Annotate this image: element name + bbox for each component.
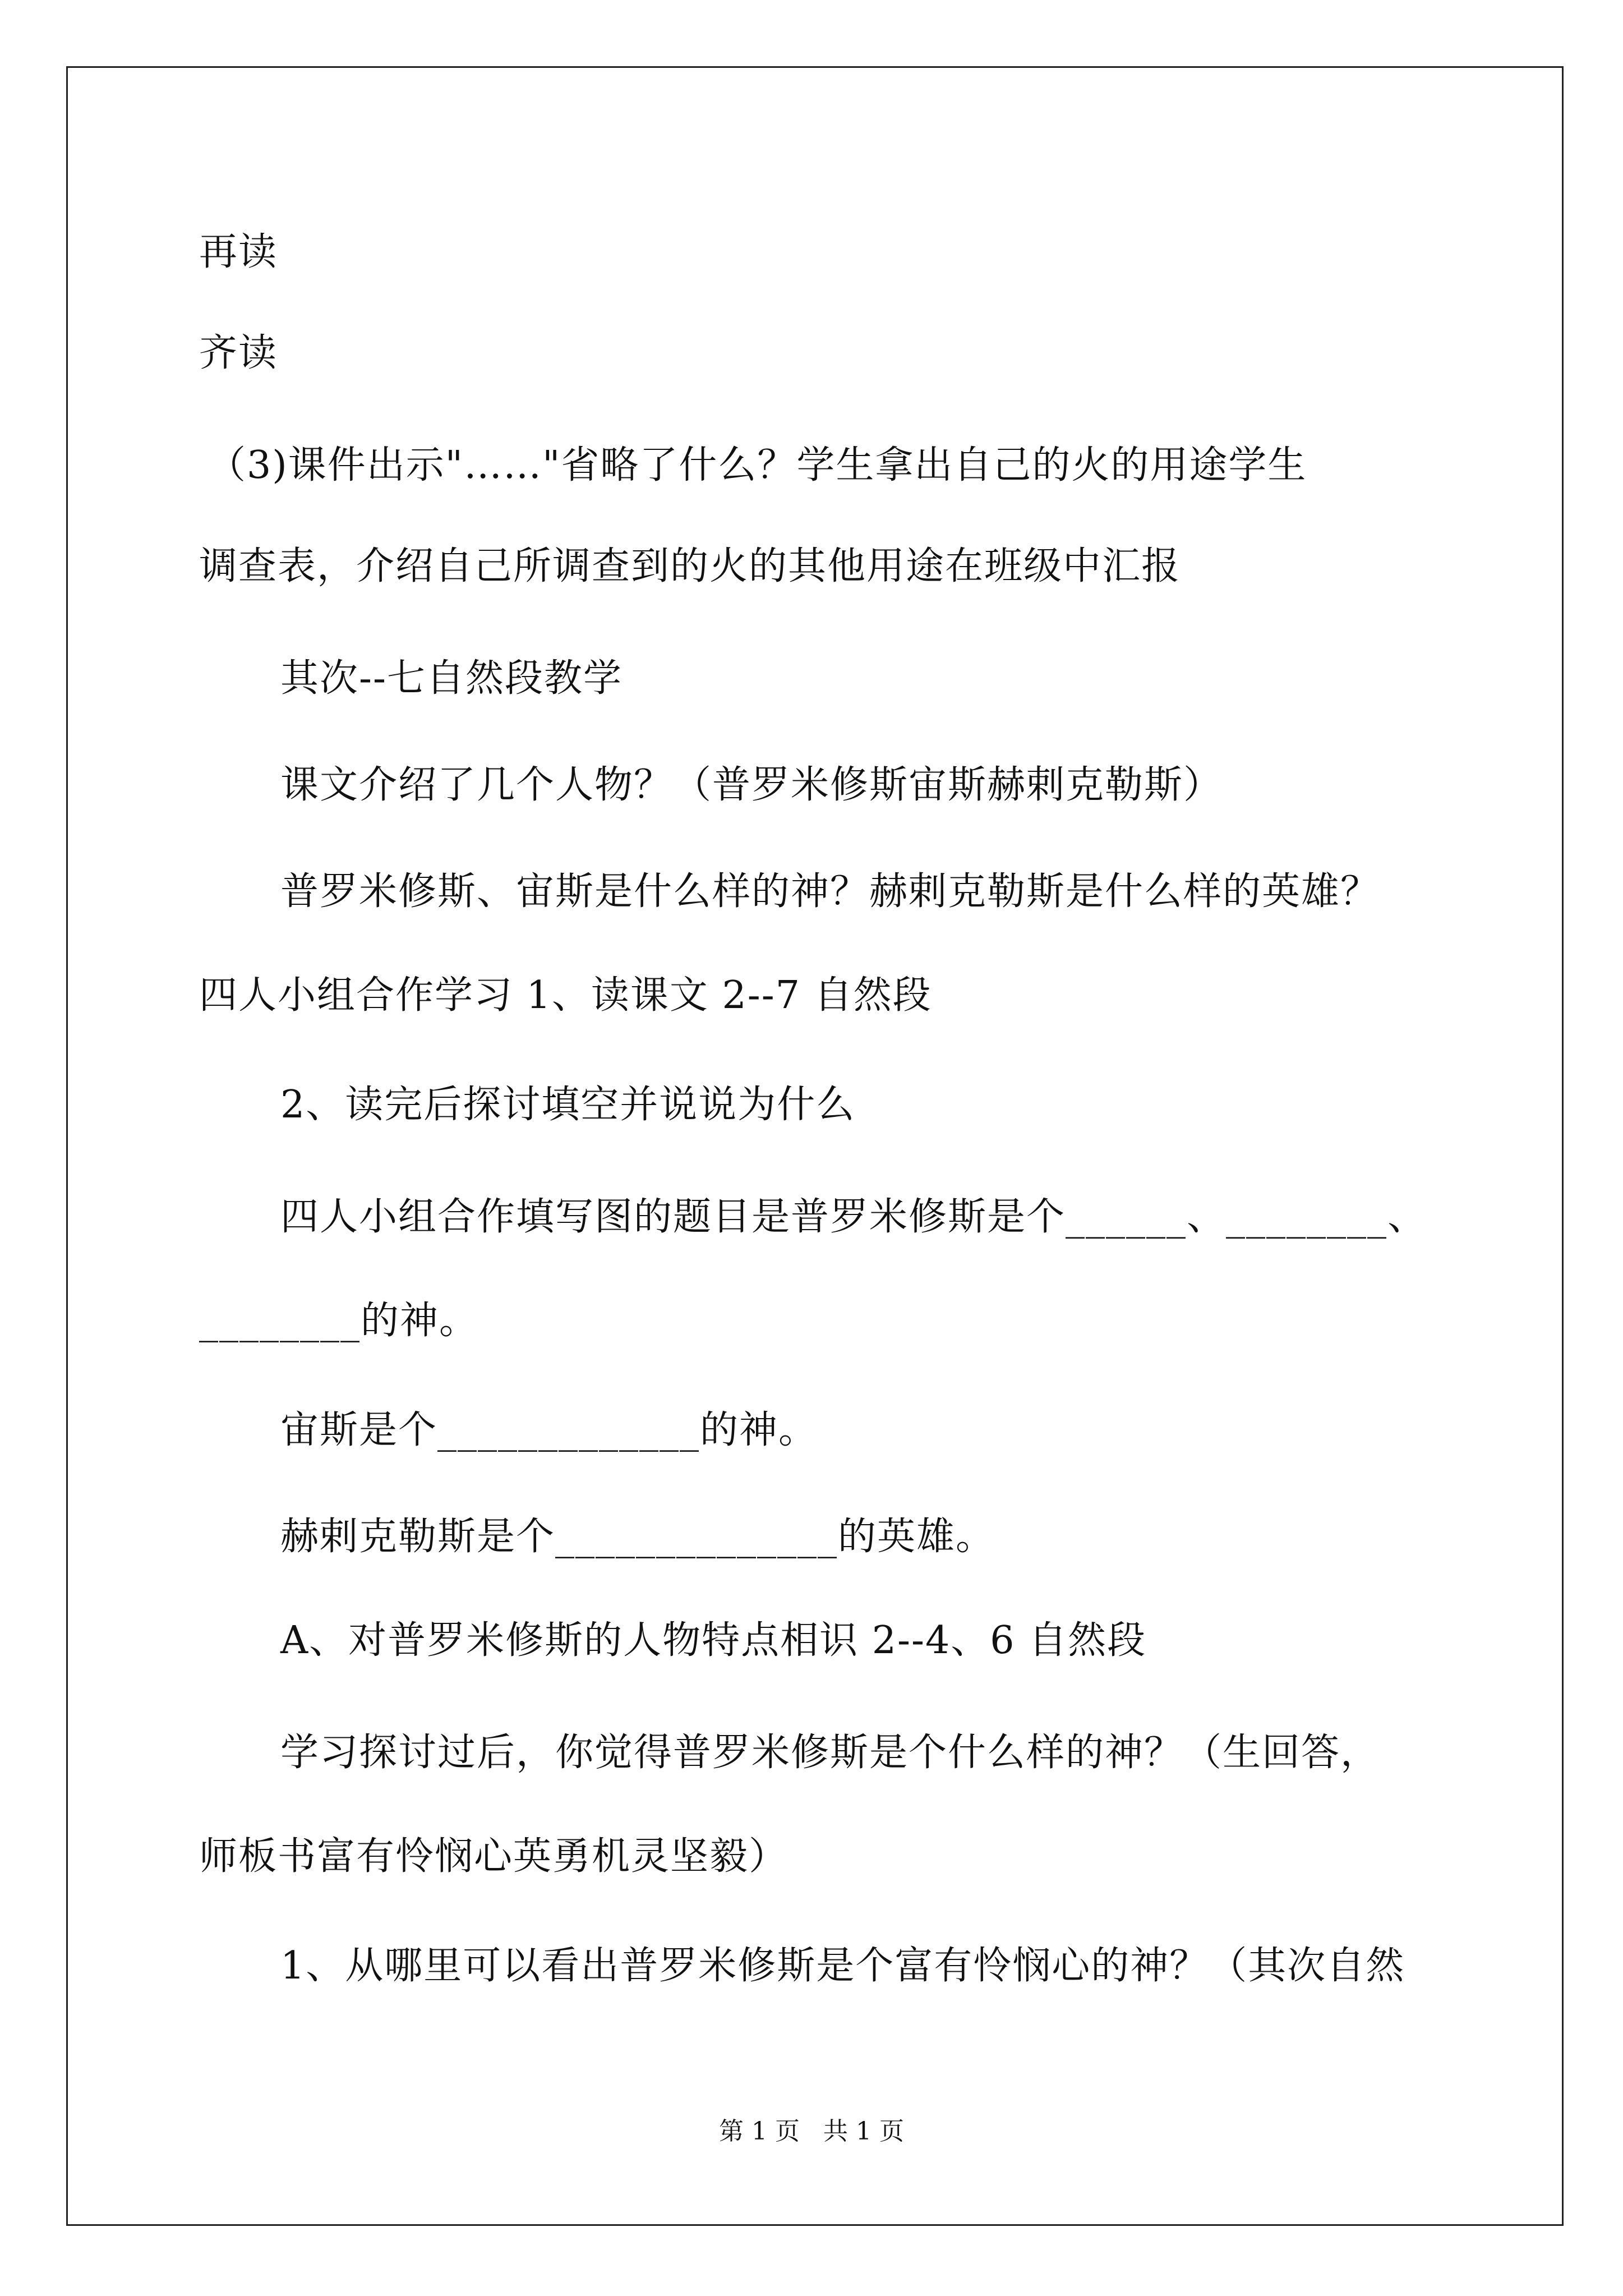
- text-line: 2、读完后探讨填空并说说为什么: [280, 1083, 856, 1127]
- text-line: 1、从哪里可以看出普罗米修斯是个富有怜悯心的神？（其次自然: [280, 1944, 1405, 1988]
- text-line: A、对普罗米修斯的人物特点相识 2--4、6 自然段: [280, 1618, 1147, 1663]
- page-frame: [66, 66, 1564, 2226]
- text-line: 再读: [199, 230, 278, 274]
- text-line: 学习探讨过后，你觉得普罗米修斯是个什么样的神？（生回答，: [280, 1731, 1380, 1775]
- page-number: 第 1 页: [719, 2117, 800, 2146]
- text-line: 四人小组合作学习 1、读课文 2--7 自然段: [199, 973, 932, 1018]
- text-line: 齐读: [199, 331, 278, 375]
- text-line: 赫剌克勒斯是个______________的英雄。: [280, 1515, 995, 1559]
- text-line: 课文介绍了几个人物？（普罗米修斯宙斯赫剌克勒斯）: [280, 763, 1223, 807]
- text-line: 宙斯是个_____________的神。: [280, 1408, 818, 1452]
- text-line: 四人小组合作填写图的题目是普罗米修斯是个______、________、: [280, 1195, 1427, 1239]
- text-line: （3)课件出示"……"省略了什么？学生拿出自己的火的用途学生: [208, 443, 1307, 487]
- page-total: 共 1 页: [823, 2117, 904, 2146]
- text-line: 调查表，介绍自己所调查到的火的其他用途在班级中汇报: [199, 544, 1181, 588]
- text-line: 其次--七自然段教学: [280, 656, 623, 701]
- text-line: 普罗米修斯、宙斯是什么样的神？赫剌克勒斯是什么样的英雄？: [280, 869, 1380, 914]
- text-line: ________的神。: [199, 1299, 479, 1343]
- text-line: 师板书富有怜悯心英勇机灵坚毅）: [199, 1834, 789, 1879]
- page-footer: [0, 2115, 1623, 2148]
